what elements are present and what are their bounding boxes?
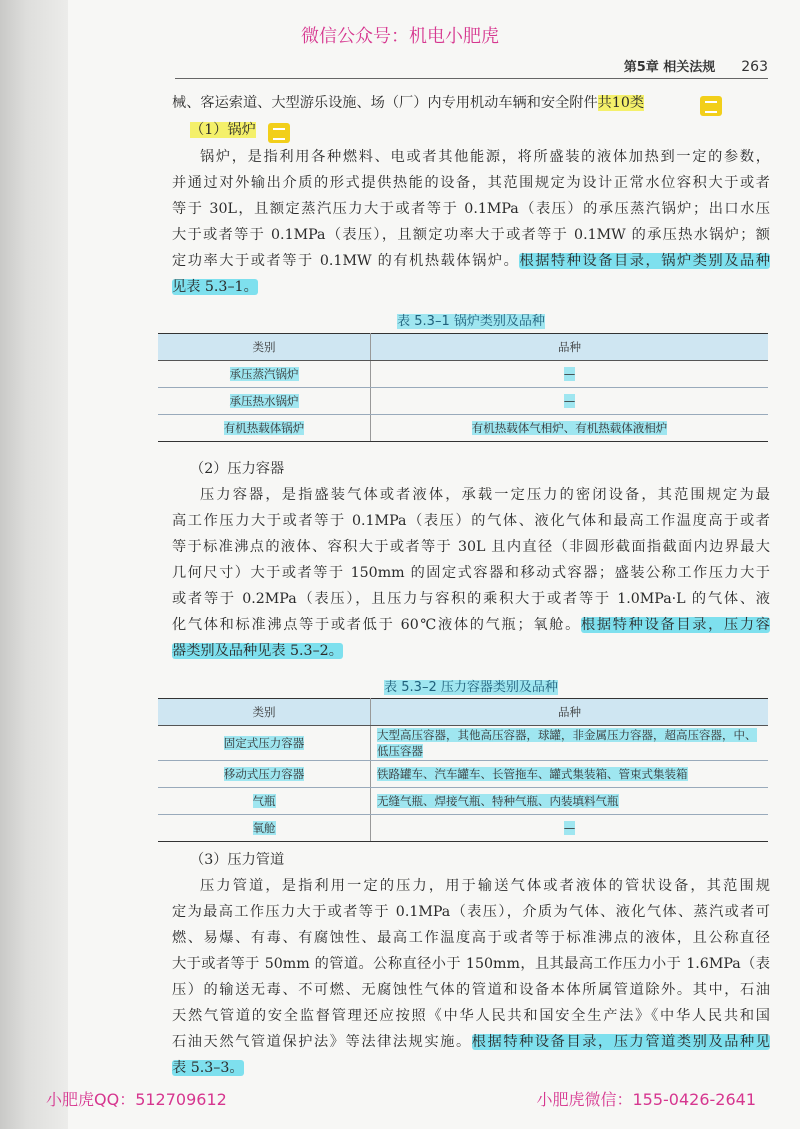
table-header: 类别: [158, 699, 371, 726]
pressure-vessel-paragraph: 压力容器，是指盛装气体或者液体，承载一定压力的密闭设备，其范围规定为最 高工作压力大于或者等于 0.1MPa（表压）的气体、液化气体和最高工作温度高于或者 等于标准沸点的液体、容积大于或者等于 30L 且内直径（非圆形截面指截面内边界最大 几何尺寸）大于或者等于 150mm 的固定式容器和移动式容器；盛装公称工作压力大于 或者等于 0.2MPa（表压），且压力与容积的乘积大于或者等于 1.0MPa·L 的气体、液 化气体和标准沸点等于或者低于 60℃液体的气瓶；氧舱。根据特种设备目录，压力容 器类别及品种见表 5.3–2。: [172, 487, 770, 659]
chapter-title: 第5章 相关法规: [623, 60, 716, 75]
comment-note-icon[interactable]: [268, 123, 290, 143]
table-row: 承压热水锅炉 —: [158, 388, 768, 415]
watermark-top: 微信公众号：机电小肥虎: [301, 26, 499, 47]
comment-note-icon[interactable]: [700, 96, 722, 116]
table-row: 固定式压力容器 大型高压容器，其他高压容器，球罐，非金属压力容器，超高压容器，中、低压容器: [158, 726, 768, 761]
table-header: 品种: [371, 334, 769, 361]
table-row: 有机热载体锅炉 有机热载体气相炉、有机热载体液相炉: [158, 415, 768, 442]
watermark-footer-right: 小肥虎微信：155-0426-2641: [536, 1090, 756, 1109]
table-row: 气瓶 无缝气瓶、焊接气瓶、特种气瓶、内装填料气瓶: [158, 788, 768, 815]
table-row: 承压蒸汽锅炉 —: [158, 361, 768, 388]
boiler-paragraph: 锅炉，是指利用各种燃料、电或者其他能源，将所盛装的液体加热到一定的参数， 并通过对外输出介质的形式提供热能的设备，其范围规定为设计正常水位容积大于或者 等于 30L，且额定蒸汽压力大于或者等于 0.1MPa（表压）的承压蒸汽锅炉；出口水压 大于或者等于 0.1MPa（表压），且额定功率大于或者等于 0.1MW 的承压热水锅炉；额 定功率大于或者等于 0.1MW 的有机热载体锅炉。根据特种设备目录，锅炉类别及品种 见表 5.3–1。: [172, 149, 770, 295]
pressure-vessel-table: [158, 698, 768, 842]
table-row: 移动式压力容器 铁路罐车、汽车罐车、长管拖车、罐式集装箱、管束式集装箱: [158, 761, 768, 788]
table2-caption: 表 5.3–2 压力容器类别及品种: [384, 680, 558, 695]
section-heading-pressure-vessel: （2）压力容器: [190, 461, 285, 477]
table1-caption: 表 5.3–1 锅炉类别及品种: [397, 314, 545, 329]
pressure-pipe-paragraph: 压力管道，是指利用一定的压力，用于输送气体或者液体的管状设备，其范围规 定为最高工作压力大于或者等于 0.1MPa（表压），介质为气体、液化气体、蒸汽或者可 燃、易爆、有毒、有腐蚀性、最高工作温度高于或者等于标准沸点的液体，且公称直径 大于或者等于 50mm 的管道。公称直径小于 150mm，且其最高工作压力小于 1.6MPa（表 压）的输送无毒、不可燃、无腐蚀性气体的管道和设备本体所属管道除外。其中，石油 天然气管道的安全监督管理还应按照《中华人民共和国安全生产法》《中华人民共和国 石油天然气管道保护法》等法律法规实施。根据特种设备目录，压力管道类别及品种见 表 5.3–3。: [172, 878, 770, 1076]
book-spine-shadow: [0, 0, 68, 1129]
watermark-footer-left: 小肥虎QQ：512709612: [46, 1090, 227, 1109]
boiler-table: [158, 333, 768, 442]
table-header: 类别: [158, 334, 371, 361]
section-heading-pressure-pipe: （3）压力管道: [190, 852, 285, 868]
section-heading-boiler: （1）锅炉: [190, 122, 256, 138]
table-header: 品种: [371, 699, 769, 726]
intro-line: 械、客运索道、大型游乐设施、场（厂）内专用机动车辆和安全附件共10类: [172, 95, 645, 111]
highlight-count: 共10类: [597, 95, 645, 111]
table-row: 氧舱 —: [158, 815, 768, 842]
running-header: [175, 56, 768, 79]
page-number: 263: [741, 59, 768, 75]
highlight-boiler-ref: 根据特种设备目录，锅炉类别及品种: [519, 253, 770, 269]
